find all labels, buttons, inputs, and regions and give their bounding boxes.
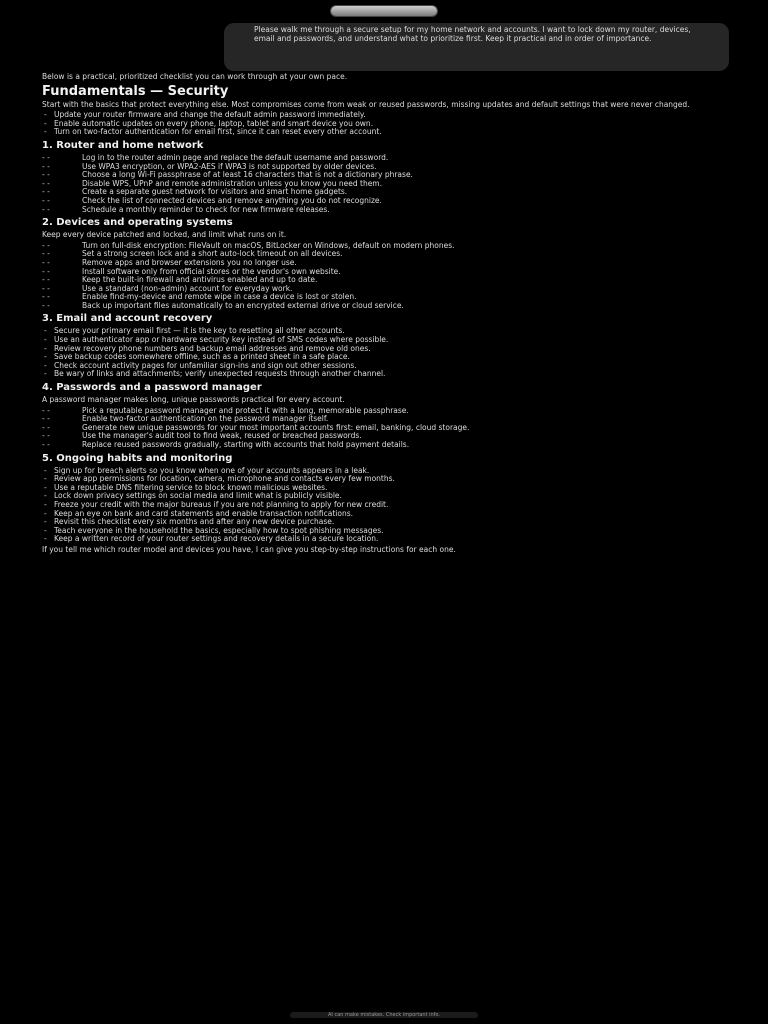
disclaimer-bar (290, 1012, 478, 1018)
list-item: - Check account activity pages for unfamiliar sign-ins and sign out other sessions. (42, 362, 728, 371)
section-list (42, 467, 728, 544)
list-item: - - Check the list of connected devices and remove anything you do not recognize. (42, 197, 728, 206)
section-heading: 4. Passwords and a password manager (42, 382, 262, 394)
list-item: - Review app permissions for location, camera, microphone and contacts every few months. (42, 475, 728, 484)
list-item: - Update your router firmware and change the default admin password immediately. (42, 111, 728, 120)
lead-list (42, 111, 728, 137)
list-item: - Enable automatic updates on every phone, laptop, tablet and smart device you own. (42, 120, 728, 129)
section-list (42, 242, 728, 311)
list-item: - - Generate new unique passwords for your most important accounts first: email, banking, cloud storage. (42, 424, 728, 433)
section-lead: Keep every device patched and locked, and limit what runs on it. (42, 230, 287, 240)
list-item: - Use an authenticator app or hardware security key instead of SMS codes where possible. (42, 336, 728, 345)
list-item: - Freeze your credit with the major bureaus if you are not planning to apply for new credit. (42, 501, 728, 510)
list-item: - - Replace reused passwords gradually, starting with accounts that hold payment details. (42, 441, 728, 450)
list-item: - Keep an eye on bank and card statements and enable transaction notifications. (42, 510, 728, 519)
response-title: Fundamentals — Security (42, 83, 229, 99)
list-item: - Use a reputable DNS filtering service to block known malicious websites. (42, 484, 728, 493)
user-prompt-text: Please walk me through a secure setup for my home network and accounts. I want to lock down my router, devices, email and passwords, and understand what to prioritize first. Keep it practical and in order of importance. (254, 25, 691, 44)
section-lead: A password manager makes long, unique passwords practical for every account. (42, 395, 345, 405)
section-list (42, 327, 728, 379)
list-item: - Keep a written record of your router settings and recovery details in a secure location. (42, 535, 728, 544)
list-item: - Review recovery phone numbers and backup email addresses and remove old ones. (42, 345, 728, 354)
list-item: - Teach everyone in the household the basics, especially how to spot phishing messages. (42, 527, 728, 536)
list-item: - - Disable WPS, UPnP and remote administration unless you know you need them. (42, 180, 728, 189)
list-item: - Turn on two-factor authentication for email first, since it can reset every other account. (42, 128, 728, 137)
list-item: - Lock down privacy settings on social media and limit what is publicly visible. (42, 492, 728, 501)
list-item: - Be wary of links and attachments; verify unexpected requests through another channel. (42, 370, 728, 379)
assistant-response (42, 73, 728, 1003)
section-heading: 5. Ongoing habits and monitoring (42, 452, 233, 464)
list-item: - - Create a separate guest network for visitors and smart home gadgets. (42, 188, 728, 197)
list-item: - - Choose a long Wi-Fi passphrase of at least 16 characters that is not a dictionary phrase. (42, 171, 728, 180)
section-list (42, 154, 728, 214)
list-item: - - Use WPA3 encryption, or WPA2-AES if WPA3 is not supported by older devices. (42, 163, 728, 172)
list-item: - - Use a standard (non-admin) account for everyday work. (42, 285, 728, 294)
section-list (42, 407, 728, 450)
list-item: - - Use the manager's audit tool to find weak, reused or breached passwords. (42, 432, 728, 441)
disclaimer-text: AI can make mistakes. Check important info. (328, 1012, 440, 1018)
list-item: - - Schedule a monthly reminder to check for new firmware releases. (42, 206, 728, 215)
list-item: - - Remove apps and browser extensions you no longer use. (42, 259, 728, 268)
list-item: - Revisit this checklist every six months and after any new device purchase. (42, 518, 728, 527)
list-item: - - Enable find-my-device and remote wipe in case a device is lost or stolen. (42, 293, 728, 302)
list-item: - - Set a strong screen lock and a short auto-lock timeout on all devices. (42, 250, 728, 259)
user-prompt-bubble (224, 23, 729, 71)
list-item: - Save backup codes somewhere offline, such as a printed sheet in a safe place. (42, 353, 728, 362)
list-item: - - Log in to the router admin page and replace the default username and password. (42, 154, 728, 163)
list-item: - - Turn on full-disk encryption: FileVault on macOS, BitLocker on Windows, default on modern phones. (42, 242, 728, 251)
list-item: - - Pick a reputable password manager and protect it with a long, memorable passphrase. (42, 407, 728, 416)
list-item: - - Back up important files automatically to an encrypted external drive or cloud service. (42, 302, 728, 311)
response-intro: Below is a practical, prioritized checklist you can work through at your own pace. (42, 73, 348, 81)
model-selector-pill[interactable] (330, 5, 438, 17)
response-closing: If you tell me which router model and devices you have, I can give you step-by-step instructions for each one. (42, 544, 456, 554)
list-item: - - Install software only from official stores or the vendor's own website. (42, 268, 728, 277)
response-lead: Start with the basics that protect everything else. Most compromises come from weak or reused passwords, missing updates and default settings that were never changed. (42, 99, 690, 109)
list-item: - - Enable two-factor authentication on the password manager itself. (42, 415, 728, 424)
list-item: - Sign up for breach alerts so you know when one of your accounts appears in a leak. (42, 467, 728, 476)
section-heading: 3. Email and account recovery (42, 313, 213, 325)
section-heading: 1. Router and home network (42, 139, 204, 151)
section-heading: 2. Devices and operating systems (42, 217, 233, 229)
list-item: - Secure your primary email first — it is the key to resetting all other accounts. (42, 327, 728, 336)
list-item: - - Keep the built-in firewall and antivirus enabled and up to date. (42, 276, 728, 285)
